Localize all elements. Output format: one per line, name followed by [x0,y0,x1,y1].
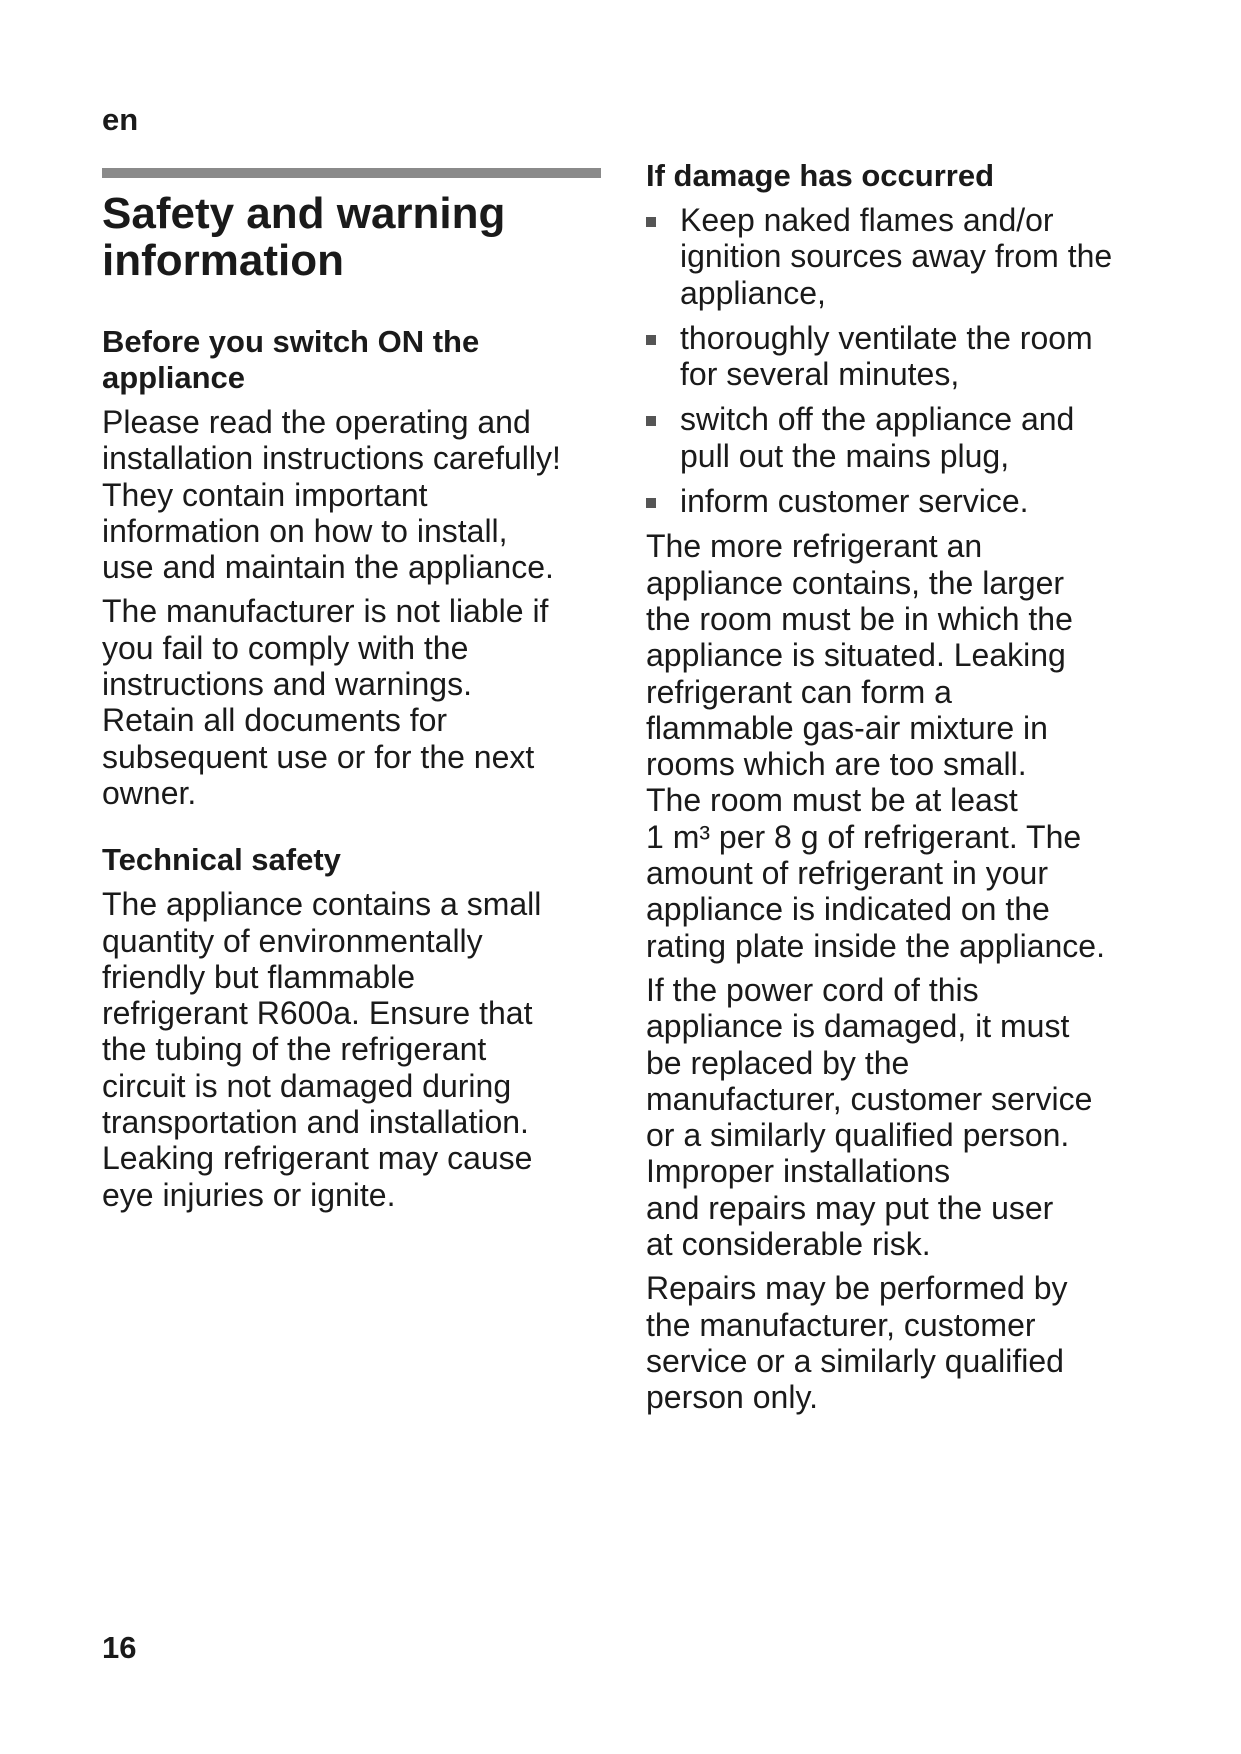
bullet-square-icon [646,416,656,426]
paragraph-refrigerant-info: The appliance contains a small quantity of environmentally friendly but flammable refrigerant R600a. Ensure that the tubing of the refrigerant circuit is not damaged during transportation and installation. Leaking refrigerant may cause eye injuries or ignite. [102,886,542,1213]
list-item [646,320,1146,393]
section-divider [102,168,601,178]
damage-steps-list [646,202,1146,519]
right-column [646,158,1146,1424]
list-item [646,202,1146,311]
list-item-text: Keep naked flames and/or ignition sources away from the appliance, [680,202,1113,311]
list-item-text: thoroughly ventilate the room for several minutes, [680,319,1093,393]
paragraph-read-instructions: Please read the operating and installation instructions carefully! They contain important information on how to install, use and maintain the appliance. [102,404,561,586]
language-label: en [102,102,139,137]
list-item-text: inform customer service. [680,483,1029,520]
heading-if-damage: If damage has occurred [646,158,995,193]
bullet-square-icon [646,217,656,227]
page-title: Safety and warning information [102,189,506,285]
heading-technical-safety: Technical safety [102,842,341,878]
paragraph-manufacturer-liability: The manufacturer is not liable if you fail to comply with the instructions and warnings. Retain all documents for subsequent use or for the next owner. [102,593,549,811]
bullet-square-icon [646,335,656,345]
heading-before-switch-on: Before you switch ON the appliance [102,324,480,395]
list-item-text: switch off the appliance and pull out the mains plug, [680,401,1075,474]
bullet-square-icon [646,498,656,508]
paragraph-power-cord: If the power cord of this appliance is damaged, it must be replaced by the manufacturer, customer service or a similarly qualified person. Improper installations and repairs may put the user at considerable risk. [646,971,1093,1263]
list-item [646,483,1146,519]
paragraph-room-size: The more refrigerant an appliance contains, the larger the room must be in which the appliance is situated. Leaking refrigerant can form a flammable gas-air mixture in rooms which are too small. The room must be at least 1 m³ per 8 g of refrigerant. The amount of refrigerant in your appliance is indicated on the rating plate inside the appliance. [646,528,1105,964]
left-column [102,190,607,1221]
page-number: 16 [102,1630,137,1665]
paragraph-repairs: Repairs may be performed by the manufacturer, customer service or a similarly qualified person only. [646,1270,1068,1416]
list-item [646,401,1146,474]
